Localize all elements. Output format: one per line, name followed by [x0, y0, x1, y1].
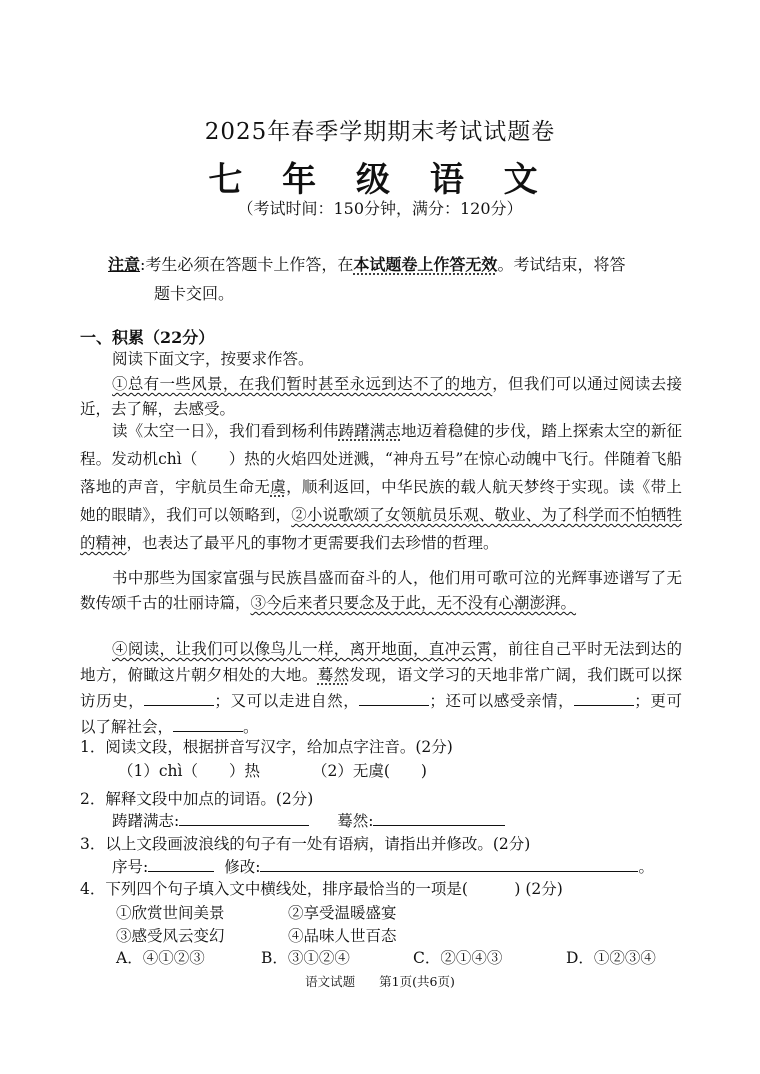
paragraph-text: ；更可以了解社会，: [80, 692, 682, 736]
notice-label: 注意: [108, 255, 141, 274]
paragraph-text: 书中那些为国家富强与民族昌盛而奋斗的人，他们用可歌可泣的光辉事迹谱写了无数传颂千古的壮丽诗篇，: [80, 569, 682, 612]
fill-blank-3[interactable]: [574, 690, 634, 706]
notice-line2: 题卡交回。: [154, 284, 235, 303]
paragraph-text: 地迈着稳健的步伐，踏上探索太空的新征程。发动机chì（ ）热的火焰四处迸溅，“神舟五号”在惊心动魄中飞行。伴随着飞船落地的声音，宇航员生命无: [80, 422, 682, 496]
wavy-sentence-4: ④阅读，让我们可以像鸟儿一样，离开地面，直冲云霄: [112, 640, 493, 658]
footer-page-number: 第1页(共6页): [379, 974, 455, 989]
passage-paragraph-1: [80, 372, 682, 422]
notice-text: :考生必须在答题卡上作答，在: [140, 255, 354, 274]
fill-blank-1[interactable]: [144, 690, 214, 706]
q4-sentence-4: ④品味人世百态: [288, 927, 397, 945]
question-3: 3．以上文段画波浪线的句子有一处有语病，请指出并修改。(2分): [80, 835, 531, 853]
paragraph-text: 读《太空一日》，我们看到杨利伟: [112, 422, 339, 440]
wavy-sentence-1: ①总有一些风景，在我们暂时甚至永远到达不了的地方: [112, 375, 493, 393]
notice-block: [108, 250, 686, 308]
passage-paragraph-3: [80, 566, 682, 616]
paragraph-text: ，顺利返回，中华民族的载人航天梦终于实现。读《带上她的眼睛》，我们可以领略到，: [80, 478, 682, 524]
notice-text-after: 。考试结束，将答: [497, 255, 626, 274]
q4-choices: [116, 946, 656, 970]
passage-paragraph-2: [80, 417, 682, 557]
question-4: 4．下列四个句子填入文中横线处，排序最恰当的一项是( ) (2分): [80, 880, 563, 898]
paragraph-text: 发现，语文学习的天地非常广阔，我们既可以探访历史，: [80, 666, 682, 710]
q4-choice-b[interactable]: B．③①②④: [261, 949, 350, 967]
paragraph-text: ，前往自己平时无法到达的地方，俯瞰这片朝夕相处的大地。: [80, 640, 682, 684]
q4-sentence-3: ③感受风云变幻: [116, 927, 225, 945]
q4-sentences-row1: [116, 901, 397, 925]
q2-answer-b[interactable]: [373, 810, 505, 826]
q3-answer-seq[interactable]: [148, 856, 214, 872]
page-footer: [0, 972, 760, 990]
fill-blank-2[interactable]: [359, 690, 429, 706]
question-1: 1．阅读文段，根据拼音写汉字，给加点字注音。(2分): [80, 738, 453, 756]
wavy-sentence-3: ③今后来者只要念及于此，无不没有心潮澎湃。: [250, 594, 577, 612]
dotted-word-choubu: 踌躇满志: [338, 422, 401, 440]
question-2-items: [112, 809, 505, 833]
q1-item-a: （1）chì（ ）热: [118, 762, 260, 780]
exam-title: 2025年春季学期期末考试试题卷: [204, 119, 556, 145]
q3-answer-fix[interactable]: [260, 856, 638, 872]
exam-info: （考试时间：150分钟，满分：120分）: [237, 199, 523, 218]
q2-answer-a[interactable]: [179, 810, 309, 826]
dotted-word-yu: 虞: [270, 478, 287, 496]
q3-period: 。: [638, 858, 654, 876]
q4-choice-d[interactable]: D．①②③④: [566, 949, 656, 967]
q2-label-a: 踌躇满志:: [112, 812, 180, 830]
paragraph-text: ，但我们可以通过阅读去接近，去了解，去感受。: [80, 375, 682, 418]
footer-subject: 语文试题: [305, 974, 356, 989]
q1-item-b: （2）无虞( ): [311, 762, 427, 780]
dotted-word-moran: 蓦然: [317, 666, 350, 684]
q4-sentences-row2: [116, 924, 397, 948]
q2-label-b: 蓦然:: [337, 812, 374, 830]
q4-choice-a[interactable]: A．④①②③: [116, 949, 205, 967]
paragraph-text: ；还可以感受亲情，: [429, 692, 575, 710]
q4-sentence-2: ②享受温暖盛宴: [288, 904, 397, 922]
question-1-items: [118, 759, 427, 783]
section-heading: 一、积累（22分）: [80, 328, 215, 347]
q3-label-seq: 序号:: [112, 858, 149, 876]
paragraph-text: ；又可以走进自然，: [214, 692, 360, 710]
notice-emphasis: 本试题卷上作答无效: [353, 255, 498, 274]
q4-choice-c[interactable]: C．②①④③: [413, 949, 503, 967]
wavy-sentence-2: ②小说歌颂了女领航员乐观、敬业、为了科学而不怕牺牲的精神: [80, 506, 682, 552]
passage-paragraph-4: [80, 636, 682, 740]
intro-text: 阅读下面文字，按要求作答。: [112, 350, 314, 368]
q3-label-fix: 修改:: [224, 858, 261, 876]
subject-title: 七 年 级 语 文: [208, 160, 552, 200]
q4-sentence-1: ①欣赏世间美景: [116, 904, 225, 922]
passage-intro: [80, 347, 682, 372]
paragraph-text: 。: [243, 718, 259, 736]
paragraph-text: ，也表达了最平凡的事物才更需要我们去珍惜的哲理。: [126, 534, 499, 552]
fill-blank-4[interactable]: [173, 716, 243, 732]
question-3-items: [112, 855, 654, 879]
question-2: 2．解释文段中加点的词语。(2分): [80, 790, 314, 808]
